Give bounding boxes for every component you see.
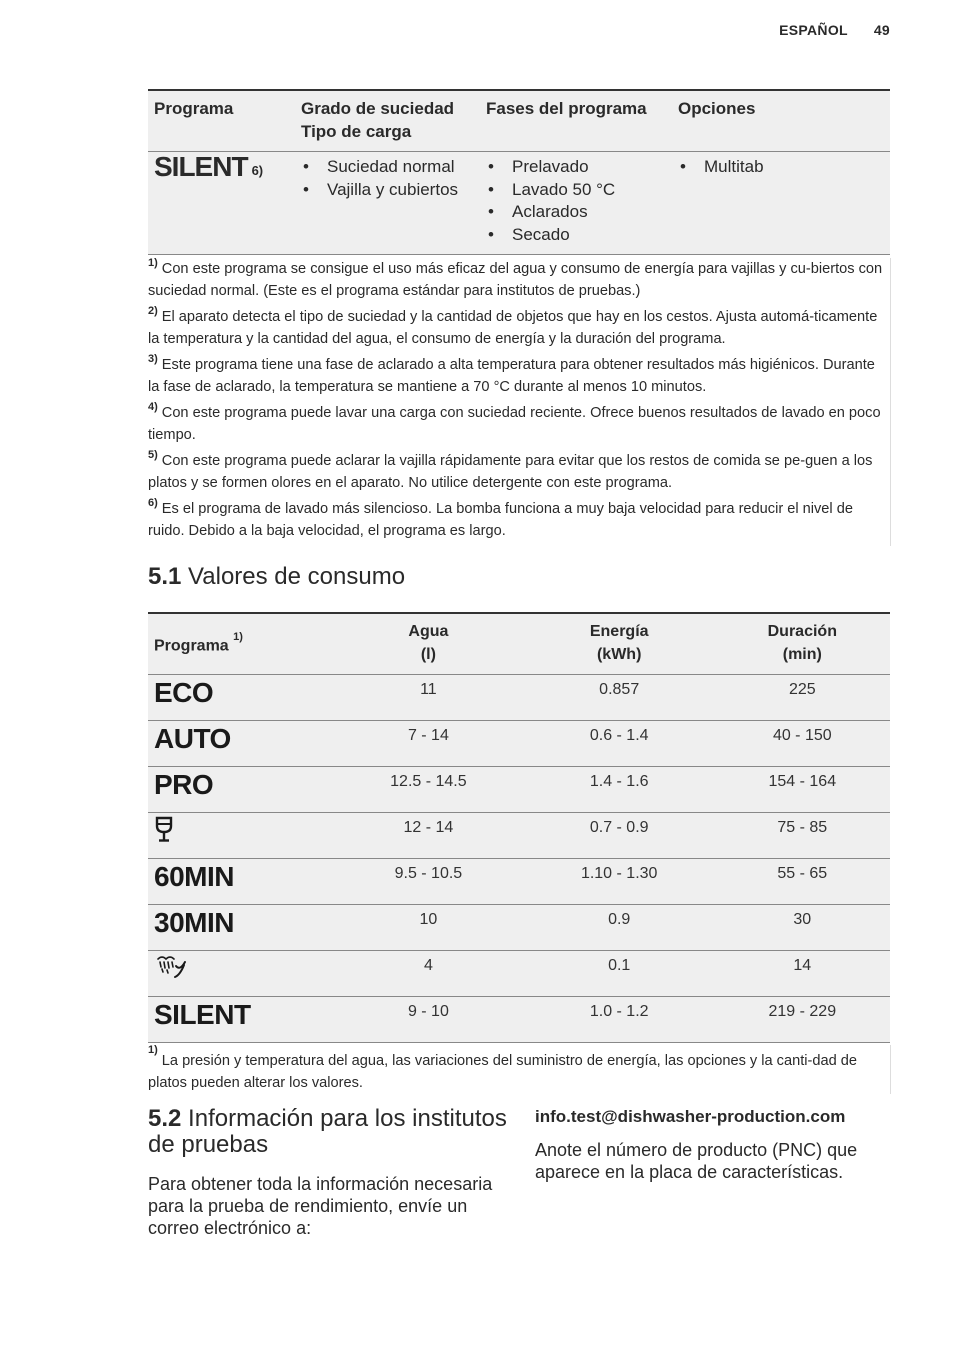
- phases-list: [486, 156, 666, 246]
- pnc-instruction: Anote el número de producto (PNC) que aparece en la placa de características.: [535, 1140, 858, 1182]
- section-title: Información para los institutos de pruebas: [148, 1105, 507, 1158]
- duration-value: 40 - 150: [715, 721, 890, 767]
- program-name: PRO: [148, 767, 333, 813]
- header-unit: (kWh): [596, 646, 642, 663]
- list-item: • Aclarados: [486, 201, 666, 224]
- program-icon-cell: [148, 951, 333, 997]
- water-value: 9 - 10: [333, 997, 524, 1043]
- footnote-text: Con este programa puede lavar una carga con suciedad reciente. Ofrece buenos resultados de lavado en poco tiempo.: [148, 405, 881, 443]
- section-number: 5.2: [148, 1105, 182, 1132]
- wine-glass-icon: [154, 815, 174, 843]
- header-label: Programa: [154, 637, 229, 655]
- list-item: • Prelavado: [486, 156, 666, 179]
- list-item: • Suciedad normal: [301, 156, 474, 179]
- section-heading-5-2: [148, 1106, 508, 1158]
- duration-value: 75 - 85: [715, 813, 890, 859]
- energy-value: 0.6 - 1.4: [524, 721, 715, 767]
- footnote-text: Es el programa de lavado más silencioso. La bomba funciona a muy baja velocidad para reducir el nivel de ruido. Debido a la baja velocidad, el programa es largo.: [148, 501, 853, 539]
- water-value: 7 - 14: [333, 721, 524, 767]
- rinse-hold-icon: [154, 953, 188, 979]
- list-item: • Vajilla y cubiertos: [301, 179, 474, 202]
- energy-value: 1.4 - 1.6: [524, 767, 715, 813]
- page-header: [757, 22, 890, 38]
- list-item: • Lavado 50 °C: [486, 179, 666, 202]
- footnote-text: Con este programa se consigue el uso más eficaz del agua y consumo de energía para vajillas y cu-biertos con suciedad normal. (Este es el programa estándar para institutos de pruebas.): [148, 261, 883, 299]
- water-value: 11: [333, 675, 524, 721]
- program-name: 60MIN: [148, 859, 333, 905]
- list-item: • Secado: [486, 224, 666, 247]
- program-table: [148, 89, 890, 255]
- footnote: [148, 354, 890, 398]
- duration-value: 14: [715, 951, 890, 997]
- water-value: 9.5 - 10.5: [333, 859, 524, 905]
- energy-value: 1.10 - 1.30: [524, 859, 715, 905]
- energy-value: 0.857: [524, 675, 715, 721]
- table-row: [148, 767, 890, 813]
- col-grado-line2: Tipo de carga: [301, 122, 412, 141]
- col-grado: [295, 90, 480, 152]
- col-fases: Fases del programa: [480, 90, 672, 152]
- email-address[interactable]: info.test@dishwasher-production.com: [535, 1107, 846, 1126]
- water-value: 12 - 14: [333, 813, 524, 859]
- table-row: [148, 905, 890, 951]
- col-programa: Programa: [148, 90, 295, 152]
- table-row: [148, 675, 890, 721]
- duration-value: 30: [715, 905, 890, 951]
- program-icon-cell: [148, 813, 333, 859]
- energy-value: 0.7 - 0.9: [524, 813, 715, 859]
- footnote: [148, 306, 890, 350]
- section-body: Para obtener toda la información necesaria para la prueba de rendimiento, envíe un correo electrónico a:: [148, 1174, 493, 1238]
- col-opciones: Opciones: [672, 90, 890, 152]
- language-label: ESPAÑOL: [779, 22, 848, 38]
- footnote-number: 1): [148, 257, 158, 269]
- program-name: AUTO: [148, 721, 333, 767]
- program-cell: [148, 152, 295, 255]
- table-row: [148, 859, 890, 905]
- table-row: [148, 152, 890, 255]
- table-row: [148, 721, 890, 767]
- header-label: Duración: [767, 623, 837, 640]
- table-row: [148, 813, 890, 859]
- header-label: Energía: [589, 623, 649, 640]
- col-grado-line1: Grado de suciedad: [301, 99, 455, 118]
- water-value: 4: [333, 951, 524, 997]
- footnote-number: 6): [148, 497, 158, 509]
- section-title: Valores de consumo: [188, 563, 406, 590]
- col-duracion: [715, 613, 890, 675]
- soil-load-list: [301, 156, 474, 201]
- footnote-text: Con este programa puede aclarar la vajilla rápidamente para evitar que los restos de comida se pe-guen a los platos y se formen olores en el aparato. No utilice detergente con este programa.: [148, 453, 873, 491]
- table-row: [148, 951, 890, 997]
- energy-value: 0.1: [524, 951, 715, 997]
- page-number: 49: [873, 22, 890, 38]
- water-value: 10: [333, 905, 524, 951]
- duration-value: 154 - 164: [715, 767, 890, 813]
- energy-value: 1.0 - 1.2: [524, 997, 715, 1043]
- col-programa: [148, 613, 333, 675]
- section-number: 5.1: [148, 563, 182, 590]
- header-unit: (min): [782, 646, 822, 663]
- duration-value: 55 - 65: [715, 859, 890, 905]
- program-name: SILENT: [148, 997, 333, 1043]
- program-name: SILENT: [154, 151, 248, 182]
- col-agua: [333, 613, 524, 675]
- col-energia: [524, 613, 715, 675]
- footnote: [148, 258, 890, 302]
- program-note: 6): [251, 163, 264, 178]
- options-list: [678, 156, 884, 179]
- section-heading-5-1: [148, 563, 405, 591]
- header-unit: (l): [420, 646, 436, 663]
- program-name: ECO: [148, 675, 333, 721]
- duration-value: 225: [715, 675, 890, 721]
- table-row: [148, 997, 890, 1043]
- footnote-text: Este programa tiene una fase de aclarado a alta temperatura para obtener resultados más higiénicos. Durante la fase de aclarado, la temperatura se mantiene a 70 °C durante al menos 10 minutos.: [148, 357, 875, 395]
- footnote: [148, 450, 890, 494]
- duration-value: 219 - 229: [715, 997, 890, 1043]
- footnote-number: 5): [148, 449, 158, 461]
- footnote-text: La presión y temperatura del agua, las variaciones del suministro de energía, las opciones y la canti-dad de platos pueden alterar los valores.: [148, 1052, 858, 1091]
- footnotes: [148, 258, 891, 546]
- program-name: 30MIN: [148, 905, 333, 951]
- list-item: • Multitab: [678, 156, 884, 179]
- consumption-footnote: [148, 1045, 891, 1094]
- footnote-number: 4): [148, 401, 158, 413]
- water-value: 12.5 - 14.5: [333, 767, 524, 813]
- header-label: Agua: [408, 623, 449, 640]
- footnote: [148, 498, 890, 542]
- footnote: [148, 402, 890, 446]
- footnote-number: 1): [148, 1044, 158, 1056]
- consumption-table: [148, 612, 890, 1043]
- footnote-number: 3): [148, 353, 158, 365]
- footnote-text: El aparato detecta el tipo de suciedad y la cantidad de objetos que hay en los cestos. Ajusta automá-ticamente la temperatura y la cantidad del agua, el consumo de energía y la duración del programa.: [148, 309, 878, 347]
- energy-value: 0.9: [524, 905, 715, 951]
- header-note: 1): [233, 631, 243, 644]
- footnote-number: 2): [148, 305, 158, 317]
